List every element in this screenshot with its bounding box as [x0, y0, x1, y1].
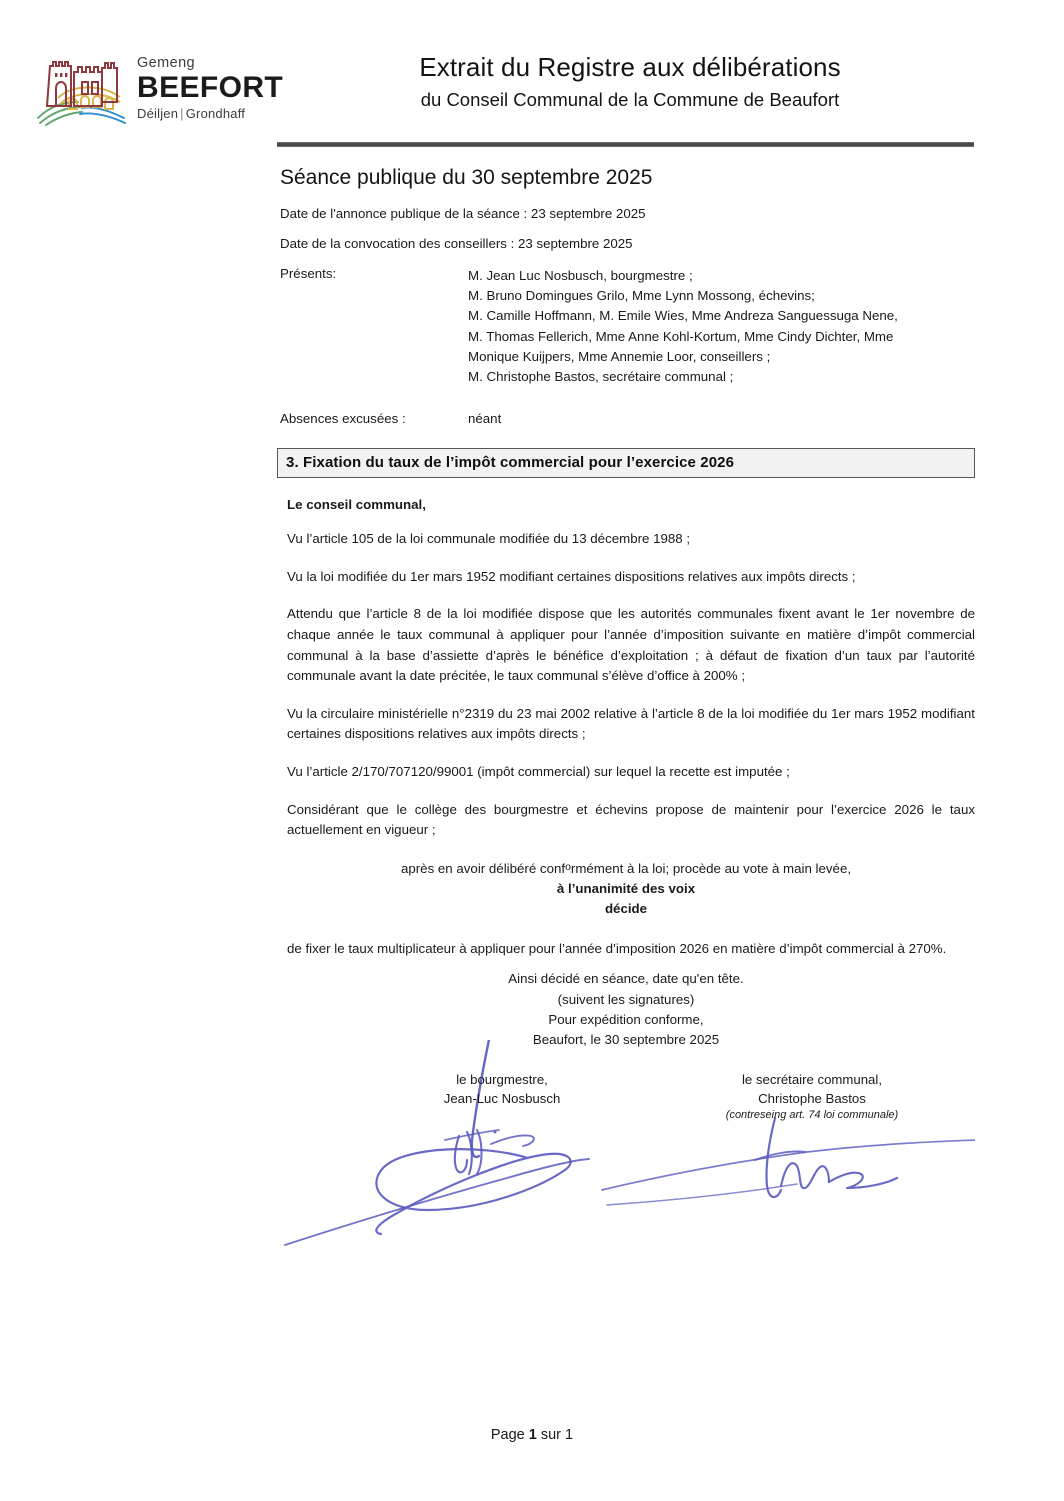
- vote-unanimity-line: à l’unanimité des voix: [556, 880, 696, 896]
- vote-procedure-line: [277, 859, 975, 879]
- vote-procedure-text-b: rmément à la loi; procède au vote à main levée,: [570, 860, 852, 876]
- footer-page-middle: sur: [536, 1427, 566, 1443]
- absences-block: [280, 411, 975, 426]
- document-body: [277, 166, 975, 1250]
- closing-line: Ainsi décidé en séance, date qu'en tête.: [508, 971, 744, 987]
- logo-village-left: Déiljen: [137, 106, 179, 122]
- closing-line: (suivent les signatures): [557, 991, 695, 1007]
- decision-paragraph: de fixer le taux multiplicateur à appliquer pour l’année d’imposition 2026 en matière d’impôt commercial à 270%.: [287, 940, 947, 956]
- secretary-role: le secrétaire communal,: [742, 1072, 882, 1088]
- considerant-paragraph: Attendu que l’article 8 de la loi modifiée dispose que les autorités communales fixent avant le 1er novembre de chaque année le taux communal à appliquer pour l’année d’imposition suivante en matière d’impôt commercial communal à la base d’assiette d’après le bénéfice d’exploitation ; à défaut de fixation d’un taux par l’autorité communale avant la date précitée, le taux communal s’élève d’office à 200% ;: [287, 606, 975, 684]
- agenda-item-box: [277, 448, 975, 478]
- closing-line: Pour expédition conforme,: [548, 1011, 704, 1027]
- document-subtitle: du Conseil Communal de la Commune de Beaufort: [420, 89, 840, 110]
- considerant-paragraph: Vu la loi modifiée du 1er mars 1952 modifiant certaines dispositions relatives aux impôts directs ;: [287, 568, 856, 584]
- footer-current-page: 1: [528, 1427, 537, 1443]
- attendees-label: Présents:: [280, 266, 337, 281]
- agenda-item-title: 3. Fixation du taux de l’impôt commercial pour l’exercice 2026: [286, 454, 735, 472]
- footer-total-pages: 1: [565, 1427, 574, 1443]
- vote-procedure-text-a: après en avoir délibéré conf: [400, 860, 566, 876]
- document-title: Extrait du Registre aux délibérations: [419, 52, 841, 82]
- considerant-paragraph: Vu l’article 105 de la loi communale modifiée du 13 décembre 1988 ;: [287, 531, 691, 547]
- logo-villages: [137, 107, 283, 120]
- logo-wordmark: [137, 54, 283, 121]
- vote-decide-line: décide: [604, 900, 648, 916]
- vote-block: [277, 859, 975, 919]
- logo-divider: |: [180, 106, 184, 122]
- commune-logo: [36, 48, 283, 126]
- considerant-paragraph: Vu la circulaire ministérielle n°2319 du 23 mai 2002 relative à l’article 8 de la loi modifiée du 1er mars 1952 modifiant certaines dispositions relatives aux impôts directs ;: [287, 705, 975, 742]
- logo-village-right: Grondhaff: [185, 106, 246, 122]
- attendee-line: M. Jean Luc Nosbusch, bourgmestre ;: [468, 268, 693, 283]
- signature-secretary: [672, 1070, 952, 1124]
- header-title-block: [280, 52, 980, 111]
- footer-page-prefix: Page: [490, 1427, 529, 1443]
- secretary-name: Christophe Bastos: [758, 1091, 866, 1107]
- council-intro: Le conseil communal,: [287, 497, 426, 513]
- considerant-paragraph: Considérant que le collège des bourgmestre et échevins propose de maintenir pour l’exercice 2026 le taux actuellement en vigueur ;: [287, 801, 975, 838]
- convocation-date-line: Date de la convocation des conseillers : 23 septembre 2025: [280, 236, 633, 251]
- logo-commune-name: BEEFORT: [137, 71, 284, 105]
- header-divider: [277, 142, 974, 147]
- attendee-line: M. Christophe Bastos, secrétaire communal ;: [468, 369, 734, 385]
- attendee-line: M. Bruno Domingues Grilo, Mme Lynn Mossong, échevins;: [468, 288, 815, 304]
- absences-label: Absences excusées :: [280, 411, 406, 427]
- attendee-line: M. Camille Hoffmann, M. Emile Wies, Mme Andreza Sanguessuga Nene,: [468, 308, 898, 324]
- session-title: Séance publique du 30 septembre 2025: [280, 166, 653, 189]
- mayor-name: Jean-Luc Nosbusch: [443, 1091, 561, 1107]
- logo-gemeng-label: Gemeng: [137, 54, 196, 71]
- attendee-line: M. Thomas Fellerich, Mme Anne Kohl-Kortum, Mme Cindy Dichter, Mme: [468, 328, 894, 344]
- signature-mayor: [387, 1070, 617, 1108]
- page-footer: [0, 1427, 1064, 1443]
- attendee-line: Monique Kuijpers, Mme Annemie Loor, conseillers ;: [468, 348, 771, 364]
- document-header: [0, 0, 1064, 130]
- closing-line: Beaufort, le 30 septembre 2025: [532, 1031, 720, 1047]
- closing-block: [277, 969, 975, 1050]
- vote-superscript-o: o: [565, 860, 571, 873]
- attendees-block: [280, 266, 975, 387]
- mayor-role: le bourgmestre,: [456, 1072, 548, 1088]
- announcement-date-line: Date de l'annonce publique de la séance : 23 septembre 2025: [280, 206, 646, 221]
- signature-area: [277, 1070, 975, 1250]
- considerant-paragraph: Vu l’article 2/170/707120/99001 (impôt commercial) sur lequel la recette est imputée ;: [287, 764, 790, 780]
- attendees-list: [468, 266, 898, 387]
- absences-value: néant: [468, 411, 502, 427]
- castle-logo-icon: [36, 48, 128, 126]
- secretary-countersign-note: (contreseing art. 74 loi communale): [725, 1109, 899, 1122]
